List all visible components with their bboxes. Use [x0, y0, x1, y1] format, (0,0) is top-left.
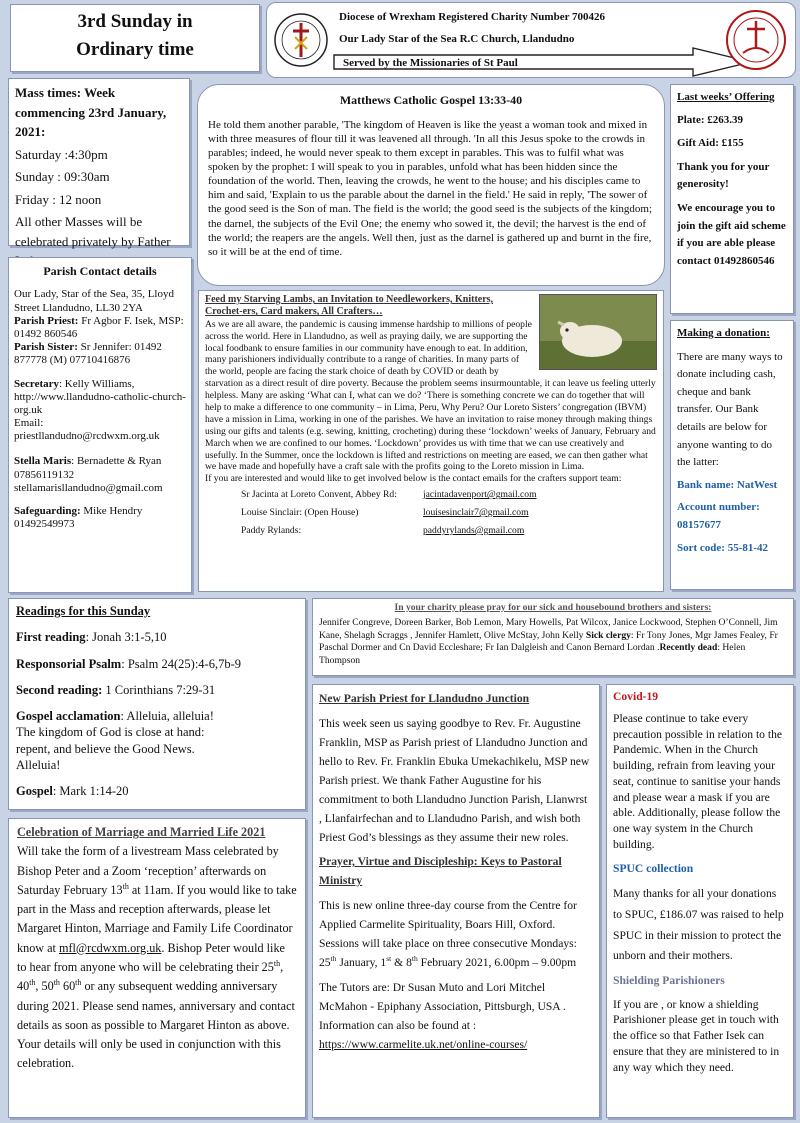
prayer-sup: th: [330, 954, 337, 964]
contact-box: [8, 257, 192, 593]
lamb-image: [539, 294, 657, 370]
banner-line3: Served by the Missionaries of St Paul: [343, 57, 518, 69]
offering-plate: Plate: £263.39: [677, 113, 743, 126]
diocese-logo: [273, 7, 329, 73]
banner-line1: Diocese of Wrexham Registered Charity Number 700426: [339, 11, 606, 23]
contact-secretary: [14, 378, 186, 418]
marriage-p7: or any subsequent wedding anniversary during 2021. Please send names, anniversary and contact details as soon as possible to Margaret Hinton as above. Your details will only be used in conjunction with this celebration.: [17, 979, 295, 1071]
mass-friday: Friday : 12 noon: [15, 191, 102, 207]
course-url-link[interactable]: https://www.carmelite.uk.net/online-courses/: [319, 1038, 528, 1051]
first-value: : Jonah 3:1-5,10: [85, 630, 167, 645]
feed-lambs-box: [198, 290, 664, 592]
msp-logo: [725, 9, 787, 71]
banner: [266, 2, 796, 78]
donation-heading: Making a donation:: [677, 327, 770, 339]
safeguarding-label: Safeguarding:: [14, 505, 81, 518]
sister-label: Parish Sister:: [14, 341, 78, 354]
shield-body: If you are , or know a shielding Parishioner please get in touch with the office so that Father Isek can ensure that they are ministered to in any way which they need.: [613, 997, 780, 1074]
donation-acct: 08157677: [677, 518, 721, 531]
gospel-text: He told them another parable, 'The kingdom of Heaven is like the yeast a woman took and mixed in with three measures of flour till it was leavened all through. 'In all this Jesus spoke to the crowds in parables; indeed, he would never speak to them except in parables. This was to fulfil what was spoken by the prophet: I will speak to you in parables, unfold what has been hidden since the foundation of the world. Then, leaving the crowds, he went to the house; and his disciples came to him and said, 'Explain to us the parable about the darnel in the field.' He said in reply, 'The sower of the good seed is the Son of man. The field is the world; the good seed is the subjects of the kingdom; the darnel, the subjects of the Evil One; the enemy who sowed it, the devil; the harvest is the end of the world; the reapers are the angels. Well then, just as the darnel is gathered up and burnt in the fire, so it will be at the end of time.: [208, 119, 653, 258]
title-box: [10, 4, 260, 72]
contact-name: Sr Jacinta at Loreto Convent, Abbey Rd:: [241, 489, 397, 501]
prayer-body: [319, 896, 593, 972]
contact-name: Louise Sinclair: (Open House): [241, 507, 359, 519]
stella-label: Stella Maris: [14, 455, 72, 468]
psalm-value: : Psalm 24(25):4-6,7b-9: [121, 656, 242, 671]
marriage-sup: th: [53, 978, 60, 988]
accl-line2: The kingdom of God is close at hand:: [16, 725, 205, 740]
mass-times-box: [8, 78, 190, 249]
mass-heading-a: Mass times: Week: [15, 85, 116, 100]
second-label: Second reading:: [16, 682, 103, 697]
pray-names: [319, 617, 787, 667]
marriage-p3: . Bishop Peter would like to hear from anyone who will be celebrating their 25: [17, 940, 285, 974]
mass-note: All other Masses will be celebrated privately by Father: [15, 214, 171, 249]
offering-encourage: We encourage you to join the gift aid scheme if you are able please contact 01492860546: [677, 201, 786, 267]
newpriest-box: [312, 684, 600, 1118]
secretary-label: Secretary: [14, 377, 59, 390]
offering-giftaid: Gift Aid: £155: [677, 137, 744, 150]
spuc-heading: SPUC collection: [613, 861, 694, 875]
contact-safeguarding: [14, 505, 186, 531]
mass-heading: [15, 83, 183, 142]
marriage-sup: th: [273, 958, 281, 968]
contact-email-link[interactable]: jacintadavenport@gmail.com: [423, 489, 537, 501]
accl-line3: repent, and believe the Good News.: [16, 741, 195, 756]
mass-saturday: Saturday :4:30pm: [15, 146, 108, 162]
contact-stella: [14, 455, 186, 495]
offering-box: [670, 84, 794, 314]
offering-thanks: Thank you for your generosity!: [677, 160, 770, 191]
marriage-email-link[interactable]: mfl@rcdwxm.org.uk: [58, 940, 162, 955]
accl-value: : Alleluia, alleluia!: [120, 709, 214, 723]
gospel-heading: Matthews Catholic Gospel 13:33-40: [339, 93, 523, 107]
shield-heading: Shielding Parishioners: [613, 973, 725, 987]
prayer-body1: This is new online three-day course from the Centre for Applied Carmelite Spirituality, Boars Hill, Oxford. Sessions will take place on three consecutive Mondays: 25: [319, 899, 577, 969]
covid-box: [606, 684, 794, 1118]
prayer-heading: Prayer, Virtue and Discipleship: Keys to Pastoral Ministry: [319, 855, 562, 887]
marriage-p6: 60: [59, 979, 76, 994]
feed-closing: If you are interested and would like to get involved below is the contact emails for the crafters support team:: [205, 473, 622, 485]
marriage-p4: , 40: [17, 959, 284, 994]
prayer-sup: st: [386, 954, 392, 964]
first-label: First reading: [16, 630, 86, 645]
mass-heading-b: commencing 23rd January,: [15, 104, 167, 120]
reading-second: [16, 682, 298, 698]
marriage-sup: th: [75, 978, 82, 988]
covid-body: Please continue to take every precaution possible in relation to the Pandemic. When in the Church building, refrain from leaving your seat, continue to sanitise your hands and please wear a mask if you are able. Additionally, please follow the one way system in the Church building.: [613, 711, 783, 851]
pray-names-list: Jennifer Congreve, Doreen Barker, Bob Lemon, Mary Howells, Pat Wilcox, Janice Lockwood, Stephen O’Connell, Jim Kane, Shelagh Scraggs , Jennifer Hamlett, Olive McStay, John Kelly: [319, 617, 778, 641]
accl-line4: Alleluia!: [16, 757, 61, 772]
marriage-body: [17, 842, 297, 1073]
psalm-label: Responsorial Psalm: [16, 656, 122, 671]
feed-heading: Feed my Starving Lambs, an Invitation to Needleworkers, Knitters, Crochet-ers, Card makers, All Crafters…: [205, 294, 494, 318]
safeguarding-value: Mike Hendry 01492549973: [14, 505, 143, 531]
page-title-line2: Ordinary time: [76, 39, 194, 60]
newpriest-heading: New Parish Priest for Llandudno Junction: [319, 692, 530, 705]
feed-contacts: [205, 489, 657, 537]
recently-dead-list: : Helen Thompson: [319, 642, 746, 666]
contact-address: Our Lady, Star of the Sea, 35, Lloyd Street Llandudno, LL30 2YA: [14, 288, 174, 314]
prayer-body2: January, 1: [336, 956, 387, 969]
feed-contact-row: [241, 489, 657, 501]
stella-value: : Bernadette & Ryan 07856119132 stellamarisllandudno@gmail.com: [14, 455, 163, 494]
marriage-p1: Will take the form of a livestream Mass celebrated by Bishop Peter and a Zoom ‘reception’ afterwards on Saturday February 13: [17, 844, 279, 897]
pray-box: [312, 598, 794, 676]
sister-value: Sr Jennifer: 01492 877778 (M) 07710416876: [14, 341, 162, 367]
marriage-heading: Celebration of Marriage and Married Life 2021: [17, 825, 266, 839]
contact-sister: [14, 341, 186, 367]
sick-clergy-list: : Fr Tony Jones, Mgr James Fealey, Fr Paschal Dormer and Cn David Eccleshare; Fr Ian Dalgleish and Canon Bernard Lordan .: [319, 629, 778, 654]
priest-label: Parish Priest:: [14, 314, 79, 327]
secretary-value[interactable]: : Kelly Williams, http://www.llandudno-catholic-church-org.uk: [14, 377, 186, 416]
donation-body: There are many ways to donate including cash, cheque and bank transfer. Our Bank details are below for anyone wanting to do the latter:: [677, 350, 783, 469]
spuc-body: Many thanks for all your donations to SPUC, £186.07 was raised to help SPUC in their mission to protect the unborn and their mothers.: [613, 887, 784, 963]
contact-name: Paddy Rylands:: [241, 525, 302, 537]
priest-value: Fr Agbor F. Isek, MSP: 01492 860546: [14, 314, 184, 340]
donation-acct-label: Account number:: [677, 501, 760, 514]
reading-psalm: [16, 656, 298, 672]
marriage-box: [8, 818, 306, 1118]
marriage-p5: , 50: [35, 979, 54, 994]
accl-label: Gospel acclamation: [16, 709, 121, 723]
reading-first: [16, 629, 298, 645]
second-value: 1 Corinthians 7:29-31: [102, 682, 216, 697]
prayer-body4: February 2021, 6.00pm – 9.00pm: [417, 956, 577, 969]
feed-contact-row: [241, 525, 657, 537]
mass-sunday: Sunday : 09:30am: [15, 169, 110, 184]
offering-heading: Last weeks’ Offering: [677, 91, 775, 103]
marriage-sup: th: [122, 881, 129, 891]
gospel-label: Gospel: [16, 784, 53, 798]
recently-dead-label: Recently dead: [659, 642, 718, 654]
donation-sort: Sort code: 55-81-42: [677, 541, 769, 554]
pray-heading: In your charity please pray for our sick and housebound brothers and sisters:: [394, 602, 712, 613]
prayer-tutors: [319, 978, 593, 1054]
readings-box: [8, 598, 306, 810]
prayer-sup: th: [411, 954, 418, 964]
newpriest-body: This week seen us saying goodbye to Rev. Fr. Augustine Franklin, MSP as Parish priest of Llandudno Junction and hello to Rev. Fr. Franklin Ebuka Umekachikelu, MSP new Parish priest. We thank Father Augustine for his commitment to both Llandudno Junction Parish, Llanwrst , Llanfairfechan and to Llandudno Parish, and wish both Priest God’s blessings as they assume their new roles.: [319, 717, 590, 844]
tutors-text: The Tutors are: Dr Susan Muto and Lori Mitchel McMahon - Epiphany Association, Pittsburgh, USA . Information can also be found at :: [319, 981, 566, 1032]
contact-email-link[interactable]: louisesinclair7@gmail.com: [423, 507, 529, 519]
contact-email-link[interactable]: paddyrylands@gmail.com: [423, 525, 525, 537]
readings-heading: Readings for this Sunday: [16, 604, 151, 618]
donation-bank: Bank name: NatWest: [677, 478, 778, 491]
reading-acclamation: [16, 708, 298, 724]
marriage-p2: at 11am. If you would like to take part in the Mass and reception afterwards, please let Margaret Hinton, Marriage and Family Life Coordinator know at: [17, 882, 297, 955]
page-title-line1: 3rd Sunday in: [77, 11, 193, 32]
contact-email[interactable]: Email: priestllandudno@rcdwxm.org.uk: [14, 417, 160, 443]
contact-heading: Parish Contact details: [43, 264, 157, 278]
banner-line2: Our Lady Star of the Sea R.C Church, Llandudno: [339, 33, 575, 45]
donation-box: [670, 320, 794, 590]
covid-heading: Covid-19: [613, 690, 659, 703]
feed-body: As we are all aware, the pandemic is causing immense hardship to millions of people across the world. Here in Llandudno, as well as praying daily, we are supporting the local foodbank to ensure families in our community have enough to eat. In addition, many parishioners individually contribute to a range of charities. In many parts of the world, people are facing the stark choice of death by COVID or death by starvation as a direct result of dire poverty. Because the problem seems insurmountable, it can leave us feeling utterly helpless. Many are asking ‘What can I, what can we do? ‘There is something concrete we can do together that will help to make a difference to one community – in Lima, Peru, Why Peru? Our Loreto Sisters’ congregation (IBVM) have a mission in Lima, working in one of the parishes. We have an invitation to raise money through making things using our gifts and talents (e.g. sewing, knitting, crocheting) during these ‘lockdown’ weeks of January, February and March when we are confined to our homes. ‘Lockdown’ provides us with time that we can use creatively and usefully. In the Summer, once the lockdown is lifted and restrictions on meeting are eased, we can then gather what we have made and hopefully have a craft sale with the profits going to the Loreto mission in Lima.: [205, 318, 656, 473]
gospel-value: : Mark 1:14-20: [52, 784, 129, 798]
mass-heading-c: 2021:: [15, 124, 46, 139]
marriage-sup: th: [29, 978, 36, 988]
gospel-box: [197, 84, 665, 286]
contact-priest: [14, 315, 186, 341]
prayer-body3: & 8: [391, 956, 412, 969]
feed-contact-row: [241, 507, 657, 519]
sick-clergy-label: Sick clergy: [585, 629, 631, 641]
reading-gospel: [16, 783, 298, 799]
